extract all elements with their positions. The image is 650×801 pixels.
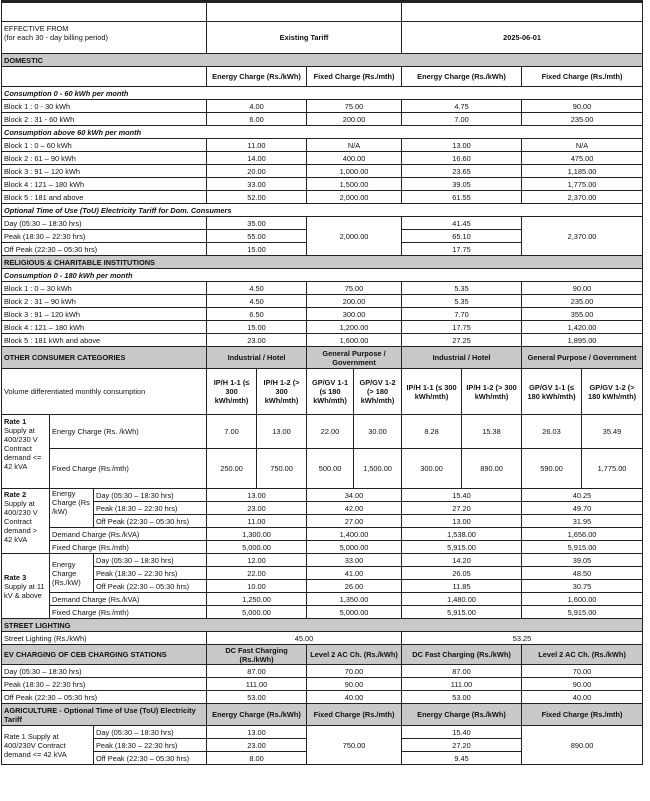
table-row: Peak (18:30 – 22:30 hrs) 22.00 41.00 26.05 48.50 <box>2 567 643 580</box>
table-row: Street Lighting (Rs./kWh) 45.00 53.25 <box>2 632 643 645</box>
col-header: DC Fast Charging (Rs./kWh) <box>402 645 522 665</box>
group-header: General Purpose / Government <box>307 347 402 369</box>
table-row <box>2 152 643 165</box>
domestic-tou-subheader: Optional Time of Use (ToU) Electricity Tariff for Dom. Consumers <box>2 204 643 217</box>
table-row: Rate 1 Supply at 400/230V Contract demand <= 42 kVA Day (05:30 – 18:30 hrs) 13.00 750.00 15.40 890.00 <box>2 726 643 739</box>
row-value: 13.00 <box>402 139 522 152</box>
top-blank-row <box>2 2 643 22</box>
rate2-label: Rate 2 Supply at 400/230 V Contract demand > 42 kVA <box>2 489 50 554</box>
ev-section-header: EV CHARGING OF CEB CHARGING STATIONS DC Fast Charging (Rs./kWh) Level 2 AC Ch. (Rs./kWh) DC Fast Charging (Rs./kWh) Level 2 AC Ch. (Rs./kWh) <box>2 645 643 665</box>
col-header: Fixed Charge (Rs./mth) <box>307 67 402 87</box>
sub-header: IP/H 1-2 (> 300 kWh/mth) <box>462 369 522 415</box>
domestic-low-subheader: Consumption 0 - 60 kWh per month <box>2 87 643 100</box>
billing-period-label: (for each 30 - day billing period) <box>4 33 108 42</box>
new-tariff-header: 2025-06-01 <box>402 22 643 54</box>
religious-subheader: Consumption 0 - 180 kWh per month <box>2 269 643 282</box>
row-value: 1,000.00 <box>307 165 402 178</box>
tariff-table <box>1 0 643 765</box>
row-value: 70.00 <box>522 665 643 678</box>
row-label: Block 1 : 0 – 60 kWh <box>2 139 207 152</box>
row-value: 2,370.00 <box>522 191 643 204</box>
row-label: Block 4 : 121 – 180 kWh <box>2 178 207 191</box>
table-row: Day (05:30 – 18:30 hrs) 35.00 2,000.00 41.45 2,370.00 <box>2 217 643 230</box>
row-value: 7.00 <box>402 113 522 126</box>
table-row <box>2 178 643 191</box>
row-value: 20.00 <box>207 165 307 178</box>
row-value: 16.60 <box>402 152 522 165</box>
row-label: Block 3 : 91 – 120 kWh <box>2 308 207 321</box>
domestic-high-subheader: Consumption above 60 kWh per month <box>2 126 643 139</box>
group-header: Industrial / Hotel <box>207 347 307 369</box>
row-value: 2,000.00 <box>307 191 402 204</box>
row-value: 4.50 <box>207 295 307 308</box>
table-row: Fixed Charge (Rs./mth) 5,000.00 5,000.00 5,915.00 5,915.00 <box>2 541 643 554</box>
row-label: Block 2 : 31 – 90 kWh <box>2 295 207 308</box>
agri-section-header: AGRICULTURE - Optional Time of Use (ToU) Electricity Tariff Energy Charge (Rs./kWh) Fixed Charge (Rs./mth) Energy Charge (Rs./kWh) Fixed Charge (Rs./mth) <box>2 704 643 726</box>
table-row: Fixed Charge (Rs./mth) 5,000.00 5,000.00 5,915.00 5,915.00 <box>2 606 643 619</box>
row-label: Block 1 : 0 - 30 kWh <box>2 100 207 113</box>
group-header: General Purpose / Government <box>522 347 643 369</box>
row-label: Block 5 : 181 and above <box>2 191 207 204</box>
table-row <box>2 691 643 704</box>
sub-header: IP/H 1-2 (> 300 kWh/mth) <box>257 369 307 415</box>
row-value: 39.05 <box>402 178 522 191</box>
table-row <box>2 165 643 178</box>
row-value: 5.35 <box>402 282 522 295</box>
tou-new-fixed: 2,370.00 <box>522 217 643 256</box>
col-header: Energy Charge (Rs./kWh) <box>402 67 522 87</box>
row-value: 111.00 <box>402 678 522 691</box>
table-row: Peak (18:30 – 22:30 hrs) 23.00 42.00 27.20 49.70 <box>2 502 643 515</box>
col-header: Fixed Charge (Rs./mth) <box>522 704 643 726</box>
row-value: 53.00 <box>402 691 522 704</box>
table-row <box>2 321 643 334</box>
table-row <box>2 282 643 295</box>
row-value: 1,200.00 <box>307 321 402 334</box>
table-row: Rate 3 Supply at 11 kV & above Energy Charge (Rs./kW) Day (05:30 – 18:30 hrs) 12.00 33.00 14.20 39.05 <box>2 554 643 567</box>
col-header: Energy Charge (Rs./kWh) <box>402 704 522 726</box>
row-value: 4.75 <box>402 100 522 113</box>
agri-existing-fixed: 750.00 <box>307 726 402 765</box>
group-header: Industrial / Hotel <box>402 347 522 369</box>
table-row: Demand Charge (Rs./kVA) 1,300.00 1,400.00 1,538.00 1,656.00 <box>2 528 643 541</box>
row-value: 23.65 <box>402 165 522 178</box>
tou-existing-fixed: 2,000.00 <box>307 217 402 256</box>
row-value: 1,500.00 <box>307 178 402 191</box>
table-row: Off Peak (22:30 – 05:30 hrs) 15.00 17.75 <box>2 243 643 256</box>
sub-header: IP/H 1-1 (≤ 300 kWh/mth) <box>207 369 257 415</box>
effective-from-label: EFFECTIVE FROM <box>4 24 69 33</box>
row-value: 1,775.00 <box>522 178 643 191</box>
row-value: 5.35 <box>402 295 522 308</box>
row-value: 1,420.00 <box>522 321 643 334</box>
row-value: 90.00 <box>522 678 643 691</box>
row-value: 75.00 <box>307 100 402 113</box>
row-value: 355.00 <box>522 308 643 321</box>
sub-header: GP/GV 1-2 (> 180 kWh/mth) <box>582 369 643 415</box>
row-value: 27.25 <box>402 334 522 347</box>
table-row: Off Peak (22:30 – 05:30 hrs) 10.00 26.00 11.85 30.75 <box>2 580 643 593</box>
table-row <box>2 191 643 204</box>
row-value: 7.70 <box>402 308 522 321</box>
row-value: 11.00 <box>207 139 307 152</box>
col-header: Energy Charge (Rs./kWh) <box>207 67 307 87</box>
row-label: Block 2 : 31 - 60 kWh <box>2 113 207 126</box>
row-value: N/A <box>307 139 402 152</box>
row-value: 70.00 <box>307 665 402 678</box>
row-value: 33.00 <box>207 178 307 191</box>
row-value: 300.00 <box>307 308 402 321</box>
row-value: 61.55 <box>402 191 522 204</box>
table-row <box>2 678 643 691</box>
row-value: 235.00 <box>522 113 643 126</box>
table-row: Peak (18:30 – 22:30 hrs) 23.00 27.20 <box>2 739 643 752</box>
row-value: 90.00 <box>522 282 643 295</box>
sub-header: GP/GV 1-2 (> 180 kWh/mth) <box>354 369 402 415</box>
table-row: Off Peak (22:30 – 05:30 hrs) 11.00 27.00 13.00 31.95 <box>2 515 643 528</box>
table-row: Rate 2 Supply at 400/230 V Contract demand > 42 kVA Energy Charge (Rs /kW) Day (05:30 – 18:30 hrs) 13.00 34.00 15.40 40.25 <box>2 489 643 502</box>
row-label: Block 4 : 121 – 180 kWh <box>2 321 207 334</box>
sub-header: IP/H 1-1 (≤ 300 kWh/mth) <box>402 369 462 415</box>
row-value: 90.00 <box>522 100 643 113</box>
existing-tariff-header: Existing Tariff <box>207 22 402 54</box>
sub-header: GP/GV 1-1 (≤ 180 kWh/mth) <box>307 369 354 415</box>
sub-header: GP/GV 1-1 (≤ 180 kWh/mth) <box>522 369 582 415</box>
row-value: 6.50 <box>207 308 307 321</box>
row-value: 1,185.00 <box>522 165 643 178</box>
row-value: 75.00 <box>307 282 402 295</box>
table-row <box>2 308 643 321</box>
effective-from-row <box>2 22 643 54</box>
table-row <box>2 113 643 126</box>
row-value: N/A <box>522 139 643 152</box>
col-header: Fixed Charge (Rs./mth) <box>307 704 402 726</box>
domestic-col-headers <box>2 67 643 87</box>
rate3-label: Rate 3 Supply at 11 kV & above <box>2 554 50 619</box>
row-value: 475.00 <box>522 152 643 165</box>
domestic-low-rows <box>2 100 643 126</box>
row-value: 53.00 <box>207 691 307 704</box>
other-sub-headers: Volume differentiated monthly consumption IP/H 1-1 (≤ 300 kWh/mth) IP/H 1-2 (> 300 kWh/mth) GP/GV 1-1 (≤ 180 kWh/mth) GP/GV 1-2 (> 180 kWh/mth) IP/H 1-1 (≤ 300 kWh/mth) IP/H 1-2 (> 300 kWh/mth) GP/GV 1-1 (≤ 180 kWh/mth) GP/GV 1-2 (> 180 kWh/mth) <box>2 369 643 415</box>
row-value: 400.00 <box>307 152 402 165</box>
col-header: DC Fast Charging (Rs./kWh) <box>207 645 307 665</box>
row-label: Off Peak (22:30 – 05:30 hrs) <box>2 691 207 704</box>
domestic-high-rows <box>2 139 643 204</box>
row-value: 1,600.00 <box>307 334 402 347</box>
rate1-fixed-row: Fixed Charge (Rs./mth) 250.00 750.00 500.00 1,500.00 300.00 890.00 590.00 1,775.00 <box>2 449 643 489</box>
row-value: 17.75 <box>402 321 522 334</box>
other-section-header: OTHER CONSUMER CATEGORIES Industrial / Hotel General Purpose / Government Industrial / Hotel General Purpose / Government <box>2 347 643 369</box>
row-value: 111.00 <box>207 678 307 691</box>
row-value: 40.00 <box>522 691 643 704</box>
row-label: Block 1 : 0 – 30 kWh <box>2 282 207 295</box>
row-value: 6.00 <box>207 113 307 126</box>
row-value: 15.00 <box>207 321 307 334</box>
row-label: Block 2 : 61 – 90 kWh <box>2 152 207 165</box>
street-section-header: STREET LIGHTING <box>2 619 643 632</box>
col-header: Level 2 AC Ch. (Rs./kWh) <box>307 645 402 665</box>
col-header: Fixed Charge (Rs./mth) <box>522 67 643 87</box>
table-row <box>2 139 643 152</box>
table-row: Peak (18:30 – 22:30 hrs) 55.00 65.10 <box>2 230 643 243</box>
agri-new-fixed: 890.00 <box>522 726 643 765</box>
domestic-section-header: DOMESTIC <box>2 54 643 67</box>
row-value: 87.00 <box>402 665 522 678</box>
row-value: 200.00 <box>307 113 402 126</box>
row-value: 1,895.00 <box>522 334 643 347</box>
row-value: 90.00 <box>307 678 402 691</box>
row-label: Block 5 : 181 kWh and above <box>2 334 207 347</box>
religious-section-header: RELIGIOUS & CHARITABLE INSTITUTIONS <box>2 256 643 269</box>
row-value: 40.00 <box>307 691 402 704</box>
row-label: Day (05:30 – 18:30 hrs) <box>2 665 207 678</box>
table-row <box>2 665 643 678</box>
agri-rate-label: Rate 1 Supply at 400/230V Contract demand <= 42 kVA <box>2 726 94 765</box>
row-value: 23.00 <box>207 334 307 347</box>
table-row <box>2 295 643 308</box>
row-value: 87.00 <box>207 665 307 678</box>
row-value: 52.00 <box>207 191 307 204</box>
table-row: Off Peak (22:30 – 05:30 hrs) 8.00 9.45 <box>2 752 643 765</box>
row-value: 235.00 <box>522 295 643 308</box>
table-row: Demand Charge (Rs./kVA) 1,250.00 1,350.00 1,480.00 1,600.00 <box>2 593 643 606</box>
rate1-energy-row: Rate 1 Supply at 400/230 V Contract demand <= 42 kVA Energy Charge (Rs. /kWh) 7.00 13.00 22.00 30.00 8.28 15.38 26.03 35.49 <box>2 415 643 449</box>
row-label: Block 3 : 91 – 120 kWh <box>2 165 207 178</box>
row-value: 4.00 <box>207 100 307 113</box>
row-label: Peak (18:30 – 22:30 hrs) <box>2 678 207 691</box>
religious-rows <box>2 282 643 347</box>
table-row <box>2 100 643 113</box>
row-value: 4.50 <box>207 282 307 295</box>
table-row <box>2 334 643 347</box>
row-value: 14.00 <box>207 152 307 165</box>
ev-rows <box>2 665 643 704</box>
col-header: Energy Charge (Rs./kWh) <box>207 704 307 726</box>
col-header: Level 2 AC Ch. (Rs./kWh) <box>522 645 643 665</box>
rate1-label: Rate 1 Supply at 400/230 V Contract demand <= 42 kVA <box>2 415 50 489</box>
row-value: 200.00 <box>307 295 402 308</box>
